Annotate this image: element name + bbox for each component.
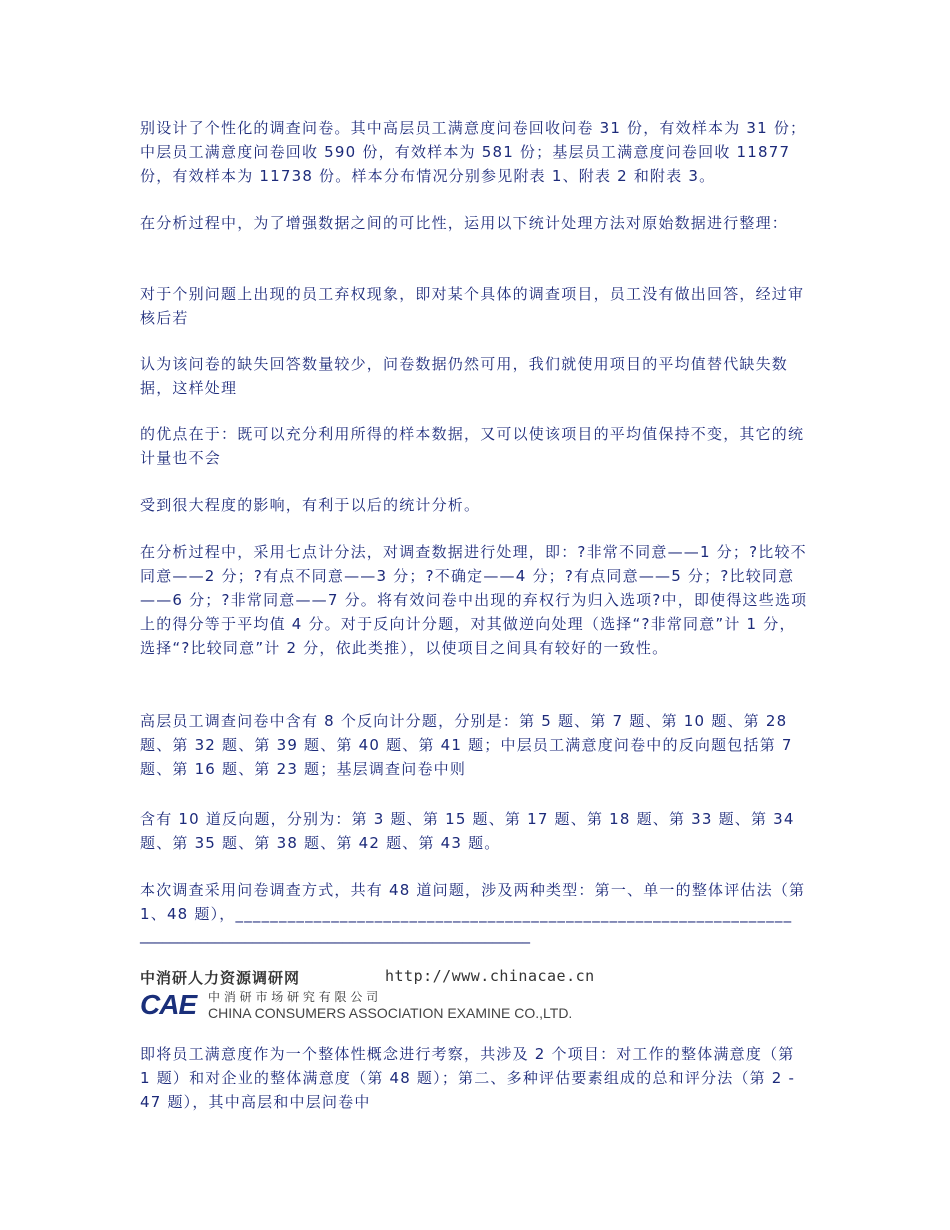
paragraph-analysis-intro: 在分析过程中，为了增强数据之间的可比性，运用以下统计处理方法对原始数据进行整理： bbox=[140, 214, 789, 232]
company-name-english: CHINA CONSUMERS ASSOCIATION EXAMINE CO.,LTD. bbox=[208, 1005, 573, 1021]
company-name-chinese: 中 消 研 市 场 研 究 有 限 公 司 bbox=[208, 990, 379, 1004]
paragraph-sample-summary: 别设计了个性化的调查问卷。其中高层员工满意度问卷回收问卷 31 份，有效样本为 31 份；中层员工满意度问卷回收 590 份，有效样本为 581 份；基层员工满意度问卷回收 11877 份，有效样本为 11738 份。样本分布情况分别参见附表 1、附表 2 和附表 3。 bbox=[140, 119, 807, 185]
paragraph-advantages: 的优点在于：既可以充分利用所得的样本数据，又可以使该项目的平均值保持不变，其它的统计量也不会 bbox=[140, 425, 805, 467]
site-name: 中消研人力资源调研网 bbox=[140, 969, 301, 987]
paragraph-reverse-items-base: 含有 10 道反向题，分别为：第 3 题、第 15 题、第 17 题、第 18 题、第 33 题、第 34 题、第 35 题、第 38 题、第 42 题、第 43 题。 bbox=[140, 810, 795, 852]
company-logo-banner bbox=[140, 965, 610, 1023]
paragraph-missing-answers: 对于个别问题上出现的员工弃权现象，即对某个具体的调查项目，员工没有做出回答，经过审核后若 bbox=[140, 285, 805, 327]
paragraph-question-types: 本次调查采用问卷调查方式，共有 48 道问题，涉及两种类型：第一、单一的整体评估法（第 1、48 题），________________________________________________________________ bbox=[140, 881, 806, 923]
paragraph-overall-evaluation: 即将员工满意度作为一个整体性概念进行考察，共涉及 2 个项目：对工作的整体满意度（第 1 题）和对企业的整体满意度（第 48 题）；第二、多种评估要素组成的总和评分法（第 2 - 47 题），其中高层和中层问卷中 bbox=[140, 1045, 796, 1111]
paragraph-seven-point-scale: 在分析过程中，采用七点计分法，对调查数据进行处理，即：?非常不同意——1 分；?比较不同意——2 分；?有点不同意——3 分；?不确定——4 分；?有点同意——5 分；?比较同意——6 分；?非常同意——7 分。将有效问卷中出现的弃权行为归入选项?中，即使得这些选项上的得分等于平均值 4 分。对于反向计分题，对其做逆向处理（选择“?非常同意”计 1 分，选择“?比较同意”计 2 分，依此类推），以使项目之间具有较好的一致性。 bbox=[140, 543, 808, 657]
paragraph-impact: 受到很大程度的影响，有利于以后的统计分析。 bbox=[140, 496, 481, 514]
site-url: http://www.chinacae.cn bbox=[385, 967, 595, 985]
cae-logo-mark: CAE bbox=[140, 989, 197, 1020]
paragraph-reverse-items-upper: 高层员工调查问卷中含有 8 个反向计分题，分别是：第 5 题、第 7 题、第 10 题、第 28 题、第 32 题、第 39 题、第 40 题、第 41 题；中层员工满意度问卷中的反向题包括第 7 题、第 16 题、第 23 题；基层调查问卷中则 bbox=[140, 712, 793, 778]
paragraph-mean-substitution: 认为该问卷的缺失回答数量较少，问卷数据仍然可用，我们就使用项目的平均值替代缺失数据，这样处理 bbox=[140, 355, 789, 397]
separator-underline: ____________________________________________________ bbox=[140, 926, 530, 944]
